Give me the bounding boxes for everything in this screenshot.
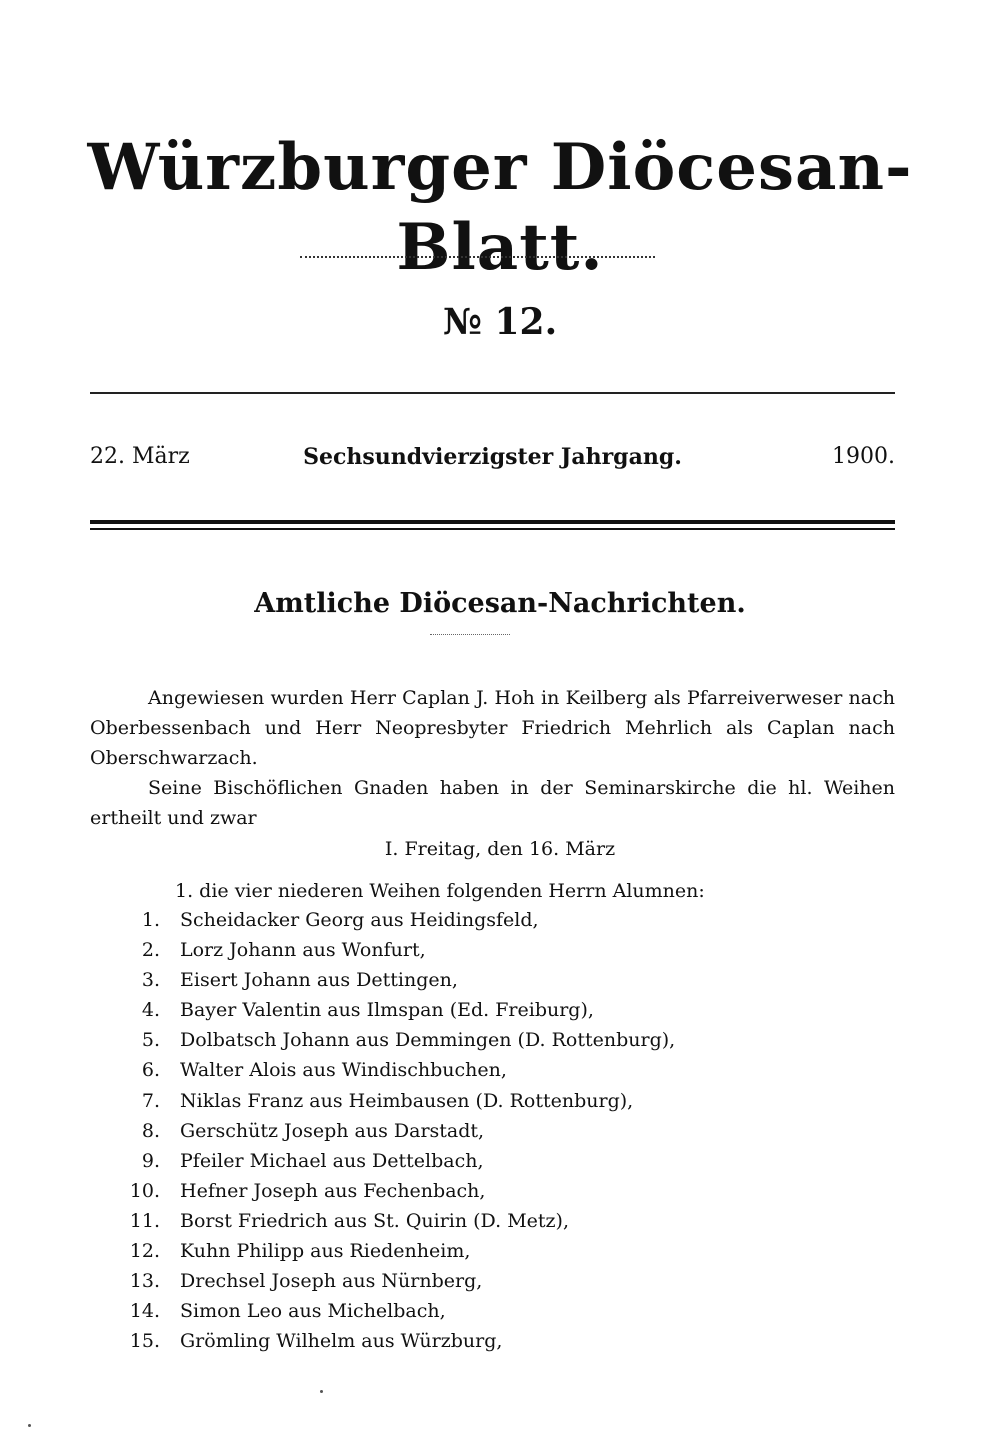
list-item-number: 5. bbox=[141, 1029, 160, 1052]
ordination-date-heading: I. Freitag, den 16. März bbox=[384, 838, 616, 860]
bottom-rule bbox=[90, 520, 895, 524]
list-item-text: Eisert Johann aus Dettingen, bbox=[180, 969, 458, 992]
list-item-number: 7. bbox=[141, 1089, 160, 1112]
list-item-number: 10. bbox=[129, 1179, 160, 1202]
list-item-number: 3. bbox=[141, 969, 160, 992]
list-item bbox=[90, 1146, 895, 1176]
list-item-text: Bayer Valentin aus Ilmspan (Ed. Freiburg), bbox=[180, 999, 594, 1022]
alumni-list bbox=[90, 905, 895, 1356]
list-item bbox=[90, 1025, 895, 1055]
list-item-text: Pfeiler Michael aus Dettelbach, bbox=[180, 1149, 484, 1172]
list-item bbox=[90, 1086, 895, 1116]
issue-number: № 12. bbox=[442, 301, 558, 343]
list-item-text: Drechsel Joseph aus Nürnberg, bbox=[180, 1270, 483, 1293]
paragraph-ordinations: Seine Bischöflichen Gnaden haben in der Seminarskirche die hl. Weihen ertheilt und zwar bbox=[90, 777, 895, 829]
list-item-text: Grömling Wilhelm aus Würzburg, bbox=[180, 1330, 503, 1353]
list-item bbox=[90, 1296, 895, 1326]
list-item bbox=[90, 1266, 895, 1296]
issue-date: 22. März bbox=[90, 444, 190, 469]
list-item-number: 12. bbox=[129, 1240, 160, 1263]
list-item bbox=[90, 1206, 895, 1236]
list-item bbox=[90, 905, 895, 935]
paragraph-appointments: Angewiesen wurden Herr Caplan J. Hoh in Keilberg als Pfarreiverweser nach Oberbessenbach und Herr Neopresbyter Friedrich Mehrlich als Caplan nach Oberschwarzach. bbox=[90, 687, 895, 769]
list-item bbox=[90, 965, 895, 995]
list-item-number: 8. bbox=[141, 1119, 160, 1142]
list-item-text: Hefner Joseph aus Fechenbach, bbox=[180, 1179, 486, 1202]
list-item-text: Simon Leo aus Michelbach, bbox=[180, 1300, 446, 1323]
list-item-number: 1. bbox=[141, 909, 160, 931]
list-item-number: 4. bbox=[141, 999, 160, 1022]
list-item-number: 15. bbox=[129, 1330, 160, 1353]
list-item bbox=[90, 1326, 895, 1356]
masthead-title: Würzburger Diöcesan-Blatt. bbox=[87, 130, 913, 285]
bottom-rule-secondary bbox=[90, 528, 895, 530]
list-item bbox=[90, 1055, 895, 1085]
list-item-number: 13. bbox=[129, 1270, 160, 1293]
list-item-text: Niklas Franz aus Heimbausen (D. Rottenburg), bbox=[180, 1089, 634, 1112]
print-speck bbox=[320, 1390, 323, 1393]
top-rule bbox=[90, 392, 895, 394]
print-speck bbox=[28, 1424, 31, 1427]
list-item-number: 11. bbox=[129, 1209, 160, 1232]
list-item-text: Walter Alois aus Windischbuchen, bbox=[180, 1059, 507, 1082]
list-item-text: Gerschütz Joseph aus Darstadt, bbox=[180, 1119, 485, 1142]
list-item-number: 6. bbox=[141, 1059, 160, 1082]
list-item bbox=[90, 1236, 895, 1266]
volume-label: Sechsundvierzigster Jahrgang. bbox=[303, 444, 682, 470]
list-item-text: Kuhn Philipp aus Riedenheim, bbox=[180, 1240, 471, 1263]
list-item-text: Lorz Johann aus Wonfurt, bbox=[180, 939, 426, 962]
list-item bbox=[90, 995, 895, 1025]
list-item-number: 2. bbox=[141, 939, 160, 962]
section-ornament bbox=[430, 634, 510, 635]
section-title: Amtliche Diöcesan-Nachrichten. bbox=[254, 588, 746, 619]
list-item-text: Dolbatsch Johann aus Demmingen (D. Rottenburg), bbox=[180, 1029, 676, 1052]
list-item bbox=[90, 1116, 895, 1146]
ordination-intro: 1. die vier niederen Weihen folgenden Herrn Alumnen: bbox=[175, 880, 705, 902]
issue-year: 1900. bbox=[832, 444, 895, 469]
list-item-text: Scheidacker Georg aus Heidingsfeld, bbox=[180, 909, 539, 931]
list-item-number: 9. bbox=[141, 1149, 160, 1172]
list-item-text: Borst Friedrich aus St. Quirin (D. Metz), bbox=[180, 1209, 569, 1232]
dateline bbox=[90, 437, 895, 477]
list-item bbox=[90, 1176, 895, 1206]
masthead-divider bbox=[300, 256, 655, 258]
list-item-number: 14. bbox=[129, 1300, 160, 1323]
list-item bbox=[90, 935, 895, 965]
